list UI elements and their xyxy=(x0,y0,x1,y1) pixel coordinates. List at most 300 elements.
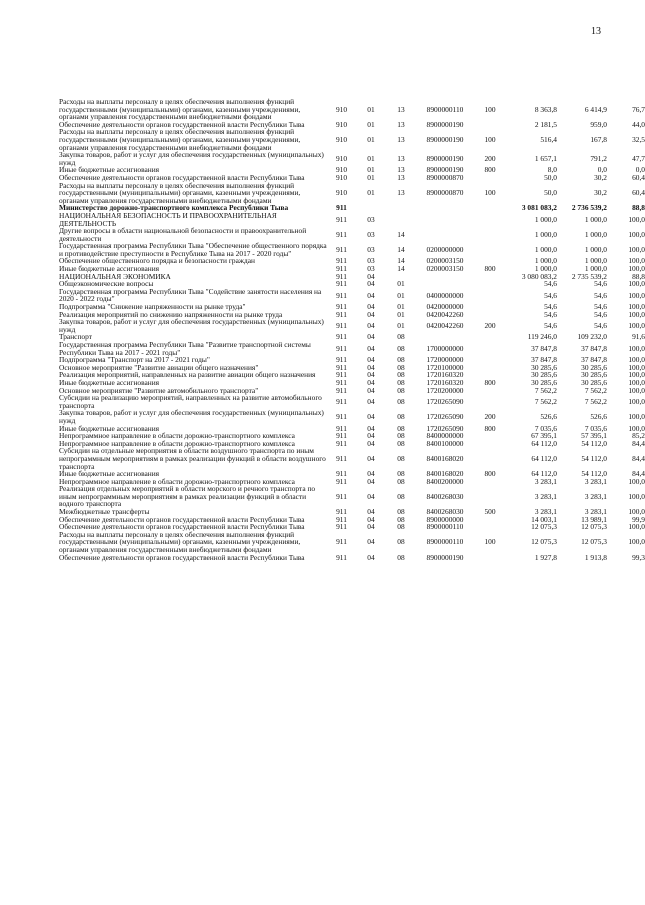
subsection-code: 13 xyxy=(397,134,405,144)
actual-amount: 30 285,6 xyxy=(581,370,607,380)
section-code: 04 xyxy=(367,453,375,463)
target-code: 8900000190 xyxy=(426,552,464,562)
row-name: Расходы на выплаты персоналу в целях обеспечения выполнения функций государственными (муниципальными) органами, казенными учреждениями, органами управления государственными внебюджетными фондами xyxy=(59,180,301,205)
expense-type-code: 800 xyxy=(484,423,496,433)
target-code: 8400100000 xyxy=(426,438,464,448)
planned-amount: 54,6 xyxy=(544,290,557,300)
table-row xyxy=(59,242,645,257)
planned-amount: 1 000,0 xyxy=(534,214,557,224)
admin-code: 911 xyxy=(336,332,347,342)
row-name: Обеспечение деятельности органов государственной власти Республики Тыва xyxy=(59,522,305,532)
actual-amount: 1 000,0 xyxy=(584,214,607,224)
target-code xyxy=(415,280,475,288)
planned-amount: 54,6 xyxy=(544,302,557,312)
subsection-code: 14 xyxy=(397,256,405,266)
section-code: 03 xyxy=(367,214,375,224)
planned-amount: 12 075,3 xyxy=(531,522,557,532)
subsection-code: 13 xyxy=(397,153,405,163)
admin-code: 911 xyxy=(336,469,347,479)
admin-code: 911 xyxy=(336,431,347,441)
expense-type-code: 100 xyxy=(484,537,496,547)
expense-type-code: 200 xyxy=(484,321,496,331)
subsection-code: 08 xyxy=(397,412,405,422)
actual-amount: 30 285,6 xyxy=(581,377,607,387)
row-name: Государственная программа Республики Тыва "Обеспечение общественного порядка и противодействие преступности в Республике Тыва на 2017 - 2020 годы" xyxy=(59,241,327,258)
actual-amount: 791,2 xyxy=(590,153,607,163)
admin-code: 911 xyxy=(336,355,347,365)
expense-type-code xyxy=(475,341,505,356)
admin-code: 910 xyxy=(335,119,348,129)
target-code xyxy=(415,204,475,212)
table-row xyxy=(59,182,645,205)
actual-amount: 1 000,0 xyxy=(584,264,607,274)
subsection-code: 13 xyxy=(397,104,405,114)
subsection-code: 08 xyxy=(397,476,405,486)
planned-amount: 64 112,0 xyxy=(531,453,557,463)
row-name: Субсидии на отдельные мероприятия в области воздушного транспорта по иным непрограммным мероприятиям в рамках реализации функций в области воздушного транспорта xyxy=(59,446,326,471)
planned-amount: 64 112,0 xyxy=(531,438,557,448)
planned-amount: 119 246,0 xyxy=(527,332,557,342)
admin-code: 911 xyxy=(336,229,347,239)
admin-code: 910 xyxy=(335,172,348,182)
actual-amount: 3 283,1 xyxy=(584,491,607,501)
subsection-code: 08 xyxy=(397,507,405,517)
row-name: Обеспечение деятельности органов государственной власти Республики Тыва xyxy=(59,514,305,524)
admin-code: 911 xyxy=(336,377,347,387)
section-code: 04 xyxy=(367,309,375,319)
target-code: 8900000190 xyxy=(426,153,464,163)
expense-type-code xyxy=(475,273,505,281)
execution-percent: 100,0 xyxy=(628,214,645,224)
section-code: 04 xyxy=(367,332,375,342)
expense-type-code xyxy=(475,478,505,486)
actual-amount: 6 414,9 xyxy=(584,104,607,114)
admin-code: 911 xyxy=(336,245,347,255)
planned-amount: 2 181,5 xyxy=(534,119,557,129)
execution-percent: 32,5 xyxy=(632,134,645,144)
table-row xyxy=(59,394,645,409)
row-name: Министерство дорожно-транспортного комплекса Республики Тыва xyxy=(59,203,289,213)
expense-type-code xyxy=(475,311,505,319)
execution-percent: 99,9 xyxy=(632,514,645,524)
admin-code: 911 xyxy=(336,552,347,562)
subsection-code: 08 xyxy=(397,431,405,441)
table-row xyxy=(59,128,645,151)
admin-code: 911 xyxy=(336,370,347,380)
subsection-code xyxy=(387,204,415,212)
section-code: 04 xyxy=(367,302,375,312)
target-code: 1720160320 xyxy=(426,370,464,380)
expense-type-code: 200 xyxy=(484,153,496,163)
section-code: 04 xyxy=(367,431,375,441)
target-code: 1720160320 xyxy=(426,377,464,387)
row-name: Обеспечение деятельности органов государственной власти Республики Тыва xyxy=(59,552,305,562)
row-name: Государственная программа Республики Тыва "Развитие транспортной системы Республики Тыва на 2017 - 2021 годы" xyxy=(59,340,311,357)
execution-percent: 99,3 xyxy=(632,552,645,562)
expense-type-code xyxy=(475,303,505,311)
target-code: 8900000190 xyxy=(426,165,464,175)
actual-amount: 54,6 xyxy=(594,290,607,300)
target-code: 1700000000 xyxy=(426,343,464,353)
target-code: 8900000870 xyxy=(426,188,464,198)
target-code: 8900000110 xyxy=(426,104,464,114)
expense-type-code xyxy=(475,447,505,470)
section-code: 04 xyxy=(367,438,375,448)
target-code: 8400200000 xyxy=(426,476,464,486)
planned-amount: 1 000,0 xyxy=(534,256,557,266)
planned-amount: 12 075,3 xyxy=(531,537,557,547)
actual-amount: 2 736 539,2 xyxy=(571,203,607,213)
section-code: 01 xyxy=(367,188,375,198)
subsection-code: 14 xyxy=(397,245,405,255)
subsection-code: 08 xyxy=(397,537,405,547)
admin-code: 910 xyxy=(335,165,348,175)
subsection-code: 08 xyxy=(397,362,405,372)
budget-table xyxy=(59,98,645,561)
execution-percent: 100,0 xyxy=(628,290,645,300)
table-row xyxy=(59,151,645,166)
target-code: 0200000000 xyxy=(426,245,464,255)
admin-code: 911 xyxy=(336,507,347,517)
actual-amount: 30 285,6 xyxy=(581,362,607,372)
section-code: 01 xyxy=(367,172,375,182)
admin-code: 911 xyxy=(336,214,347,224)
section-code: 01 xyxy=(367,165,375,175)
admin-code: 911 xyxy=(336,412,347,422)
row-name: НАЦИОНАЛЬНАЯ БЕЗОПАСНОСТЬ И ПРАВООХРАНИТЕЛЬНАЯ ДЕЯТЕЛЬНОСТЬ xyxy=(59,210,277,228)
target-code xyxy=(415,273,475,281)
actual-amount: 57 395,1 xyxy=(581,431,607,441)
target-code: 8400168020 xyxy=(426,453,464,463)
section-code: 03 xyxy=(367,264,375,274)
actual-amount: 54 112,0 xyxy=(581,469,607,479)
target-code: 8900000870 xyxy=(426,172,464,182)
expense-type-code: 800 xyxy=(484,469,496,479)
admin-code: 911 xyxy=(336,279,347,289)
expense-type-code xyxy=(475,432,505,440)
section-code: 04 xyxy=(367,279,375,289)
planned-amount: 3 080 083,2 xyxy=(521,271,557,281)
actual-amount: 12 075,3 xyxy=(581,537,607,547)
expense-type-code xyxy=(475,554,505,562)
section-code: 03 xyxy=(367,245,375,255)
admin-code: 910 xyxy=(335,104,348,114)
target-code: 0420042260 xyxy=(426,321,464,331)
admin-code: 911 xyxy=(336,491,347,501)
target-code: 8900000110 xyxy=(426,522,464,532)
admin-code: 910 xyxy=(335,134,348,144)
admin-code: 910 xyxy=(335,153,348,163)
target-code: 8900000190 xyxy=(426,134,464,144)
target-code: 8400268030 xyxy=(426,491,464,501)
execution-percent: 100,0 xyxy=(628,256,645,266)
planned-amount: 30 285,6 xyxy=(531,370,557,380)
expense-type-code: 200 xyxy=(484,412,496,422)
actual-amount: 7 562,2 xyxy=(584,396,607,406)
actual-amount: 13 989,1 xyxy=(581,514,607,524)
planned-amount: 7 562,2 xyxy=(534,396,557,406)
subsection-code: 08 xyxy=(397,552,405,562)
section-code: 04 xyxy=(367,370,375,380)
execution-percent: 100,0 xyxy=(628,377,645,387)
planned-amount: 1 000,0 xyxy=(534,264,557,274)
subsection-code: 13 xyxy=(397,119,405,129)
subsection-code: 08 xyxy=(397,396,405,406)
actual-amount: 37 847,8 xyxy=(581,355,607,365)
admin-code: 911 xyxy=(336,438,347,448)
row-name: Закупка товаров, работ и услуг для обеспечения государственных (муниципальных) нужд xyxy=(59,150,324,167)
row-name: Транспорт xyxy=(59,332,92,342)
actual-amount: 7 562,2 xyxy=(584,385,607,395)
actual-amount: 54,6 xyxy=(594,309,607,319)
planned-amount: 526,6 xyxy=(540,412,557,422)
admin-code: 911 xyxy=(336,271,347,281)
table-row xyxy=(59,485,645,508)
subsection-code: 08 xyxy=(397,355,405,365)
target-code xyxy=(415,227,475,242)
row-name: Обеспечение деятельности органов государственной власти Республики Тыва xyxy=(59,119,305,129)
execution-percent: 60,4 xyxy=(632,188,645,198)
target-code: 0420000000 xyxy=(426,302,464,312)
target-code: 8400268030 xyxy=(426,507,464,517)
section-code: 04 xyxy=(367,271,375,281)
planned-amount: 67 395,1 xyxy=(531,431,557,441)
section-code: 04 xyxy=(367,321,375,331)
admin-code: 910 xyxy=(335,188,348,198)
actual-amount: 526,6 xyxy=(590,412,607,422)
expense-type-code xyxy=(475,288,505,303)
planned-amount: 8,0 xyxy=(547,165,557,175)
execution-percent: 85,2 xyxy=(632,431,645,441)
actual-amount: 959,0 xyxy=(590,119,607,129)
row-name: Непрограммное направление в области дорожно-транспортного комплекса xyxy=(59,431,295,441)
planned-amount: 54,6 xyxy=(544,309,557,319)
execution-percent: 100,0 xyxy=(628,491,645,501)
planned-amount: 30 285,6 xyxy=(531,377,557,387)
expense-type-code xyxy=(475,440,505,448)
execution-percent: 100,0 xyxy=(628,412,645,422)
page-number: 13 xyxy=(591,26,601,37)
subsection-code: 13 xyxy=(397,172,405,182)
execution-percent: 47,7 xyxy=(632,153,645,163)
row-name: Расходы на выплаты персоналу в целях обеспечения выполнения функций государственными (муниципальными) органами, казенными учреждениями, органами управления государственными внебюджетными фондами xyxy=(59,529,301,555)
target-code: 1720000000 xyxy=(426,355,464,365)
admin-code: 911 xyxy=(336,343,347,353)
row-name: Реализация отдельных мероприятий в области морского и речного транспорта по иным непрограммным мероприятиям в рамках реализации функций в области водного транспорта xyxy=(59,484,316,509)
actual-amount: 0,0 xyxy=(597,165,607,175)
row-name: Непрограммное направление в области дорожно-транспортного комплекса xyxy=(59,476,295,486)
section-code: 04 xyxy=(367,355,375,365)
planned-amount: 37 847,8 xyxy=(531,355,557,365)
planned-amount: 50,0 xyxy=(544,188,557,198)
subsection-code: 08 xyxy=(397,343,405,353)
table-row xyxy=(59,341,645,356)
table-row xyxy=(59,212,645,227)
planned-amount: 1 657,1 xyxy=(534,153,557,163)
row-name: Иные бюджетные ассигнования xyxy=(59,377,160,387)
subsection-code: 08 xyxy=(397,491,405,501)
expense-type-code: 800 xyxy=(484,165,496,175)
expense-type-code xyxy=(475,516,505,524)
subsection-code: 08 xyxy=(397,453,405,463)
target-code: 1720100000 xyxy=(426,362,464,372)
admin-code: 911 xyxy=(336,453,347,463)
execution-percent: 100,0 xyxy=(628,537,645,547)
planned-amount: 30 285,6 xyxy=(531,362,557,372)
planned-amount: 50,0 xyxy=(544,172,557,182)
target-code: 8900000000 xyxy=(426,514,464,524)
planned-amount: 1 927,8 xyxy=(534,552,557,562)
section-code: 04 xyxy=(367,476,375,486)
subsection-code: 01 xyxy=(397,321,405,331)
section-code: 04 xyxy=(367,491,375,501)
row-name: Иные бюджетные ассигнования xyxy=(59,264,160,274)
row-name: Обеспечение деятельности органов государственной власти Республики Тыва xyxy=(59,172,305,182)
row-name: Закупка товаров, работ и услуг для обеспечения государственных (муниципальных) нужд xyxy=(59,408,324,425)
execution-percent: 100,0 xyxy=(628,309,645,319)
row-name: Государственная программа Республики Тыва "Содействие занятости населения на 2020 - 2022 годы" xyxy=(59,286,322,304)
planned-amount: 3 081 083,2 xyxy=(521,203,557,213)
target-code: 0400000000 xyxy=(426,290,464,300)
execution-percent: 84,4 xyxy=(632,438,645,448)
expense-type-code xyxy=(475,204,505,212)
planned-amount: 7 562,2 xyxy=(534,385,557,395)
section-code xyxy=(355,204,387,212)
subsection-code: 13 xyxy=(397,165,405,175)
row-name: Иные бюджетные ассигнования xyxy=(59,423,160,433)
row-name: Расходы на выплаты персоналу в целях обеспечения выполнения функций государственными (муниципальными) органами, казенными учреждениями, органами управления государственными внебюджетными фондами xyxy=(59,97,301,122)
target-code: 8400000000 xyxy=(426,431,464,441)
actual-amount: 167,8 xyxy=(590,134,607,144)
actual-amount: 37 847,8 xyxy=(581,343,607,353)
planned-amount: 3 283,1 xyxy=(534,507,557,517)
planned-amount: 1 000,0 xyxy=(534,229,557,239)
row-name: Субсидии на реализацию мероприятий, направленных на развитие автомобильного транспорта xyxy=(59,393,322,410)
row-name: Основное мероприятие "Развитие авиации общего назначения" xyxy=(59,362,259,372)
planned-amount: 8 363,8 xyxy=(534,104,557,114)
expense-type-code: 100 xyxy=(484,134,496,144)
expense-type-code xyxy=(475,212,505,227)
planned-amount: 3 283,1 xyxy=(534,491,557,501)
subsection-code: 08 xyxy=(397,423,405,433)
execution-percent: 100,0 xyxy=(628,385,645,395)
execution-percent: 100,0 xyxy=(628,245,645,255)
admin-code: 911 xyxy=(336,362,347,372)
expense-type-code: 100 xyxy=(484,104,496,114)
section-code: 04 xyxy=(367,522,375,532)
execution-percent: 100,0 xyxy=(628,279,645,289)
target-code xyxy=(415,212,475,227)
expense-type-code xyxy=(475,227,505,242)
admin-code: 911 xyxy=(336,203,347,213)
admin-code: 911 xyxy=(336,522,347,532)
expense-type-code: 800 xyxy=(484,377,496,387)
target-code: 1720265090 xyxy=(426,412,464,422)
target-code xyxy=(415,333,475,341)
actual-amount: 1 000,0 xyxy=(584,256,607,266)
admin-code: 911 xyxy=(336,396,347,406)
section-code: 04 xyxy=(367,385,375,395)
target-code: 1720200000 xyxy=(426,385,464,395)
execution-percent: 100,0 xyxy=(628,321,645,331)
expense-type-code: 500 xyxy=(484,507,496,517)
planned-amount: 3 283,1 xyxy=(534,476,557,486)
subsection-code: 08 xyxy=(397,438,405,448)
actual-amount: 3 283,1 xyxy=(584,507,607,517)
expense-type-code: 100 xyxy=(484,188,496,198)
subsection-code: 08 xyxy=(397,514,405,524)
planned-amount: 54,6 xyxy=(544,279,557,289)
execution-percent: 100,0 xyxy=(628,355,645,365)
expense-type-code xyxy=(475,387,505,395)
execution-percent: 100,0 xyxy=(628,302,645,312)
actual-amount: 12 075,3 xyxy=(581,522,607,532)
execution-percent: 0,0 xyxy=(635,165,645,175)
subsection-code: 01 xyxy=(397,302,405,312)
planned-amount: 54,6 xyxy=(544,321,557,331)
table-row xyxy=(59,227,645,242)
execution-percent: 100,0 xyxy=(628,476,645,486)
execution-percent: 88,8 xyxy=(632,271,645,281)
row-name: Обеспечение общественного порядка и безопасности граждан xyxy=(59,256,255,266)
actual-amount: 54 112,0 xyxy=(581,453,607,463)
planned-amount: 37 847,8 xyxy=(531,343,557,353)
subsection-code: 14 xyxy=(397,264,405,274)
section-code: 04 xyxy=(367,343,375,353)
target-code: 8900000190 xyxy=(426,119,464,129)
section-code: 01 xyxy=(367,153,375,163)
execution-percent: 88,8 xyxy=(632,203,645,213)
actual-amount: 30,2 xyxy=(594,172,607,182)
expense-type-code xyxy=(475,174,505,182)
execution-percent: 60,4 xyxy=(632,172,645,182)
expense-type-code xyxy=(475,121,505,129)
execution-percent: 100,0 xyxy=(628,362,645,372)
section-code: 04 xyxy=(367,362,375,372)
actual-amount: 3 283,1 xyxy=(584,476,607,486)
table-row xyxy=(59,288,645,303)
table-row xyxy=(59,98,645,121)
actual-amount: 7 035,6 xyxy=(584,423,607,433)
section-code: 04 xyxy=(367,537,375,547)
execution-percent: 76,7 xyxy=(632,104,645,114)
subsection-code: 08 xyxy=(397,469,405,479)
table-row xyxy=(59,447,645,470)
planned-amount: 64 112,0 xyxy=(531,469,557,479)
execution-percent: 44,0 xyxy=(632,119,645,129)
actual-amount: 54,6 xyxy=(594,279,607,289)
admin-code: 911 xyxy=(336,321,347,331)
row-name: Иные бюджетные ассигнования xyxy=(59,165,160,175)
execution-percent: 100,0 xyxy=(628,370,645,380)
execution-percent: 100,0 xyxy=(628,229,645,239)
section-code: 04 xyxy=(367,552,375,562)
execution-percent: 84,4 xyxy=(632,469,645,479)
row-name: Межбюджетные трансферты xyxy=(59,507,150,517)
section-code: 01 xyxy=(367,104,375,114)
execution-percent: 100,0 xyxy=(628,507,645,517)
row-name: Закупка товаров, работ и услуг для обеспечения государственных (муниципальных) нужд xyxy=(59,317,324,334)
expense-type-code xyxy=(475,364,505,372)
row-name: Реализация мероприятий, направленных на развитие авиации общего назначения xyxy=(59,370,316,380)
table-row xyxy=(59,531,645,554)
execution-percent: 84,4 xyxy=(632,453,645,463)
row-name: Подпрограмма "Снижение напряженности на рынке труда" xyxy=(59,302,246,312)
target-code: 0200003150 xyxy=(426,256,464,266)
section-code: 03 xyxy=(367,229,375,239)
planned-amount: 7 035,6 xyxy=(534,423,557,433)
admin-code: 911 xyxy=(336,309,347,319)
